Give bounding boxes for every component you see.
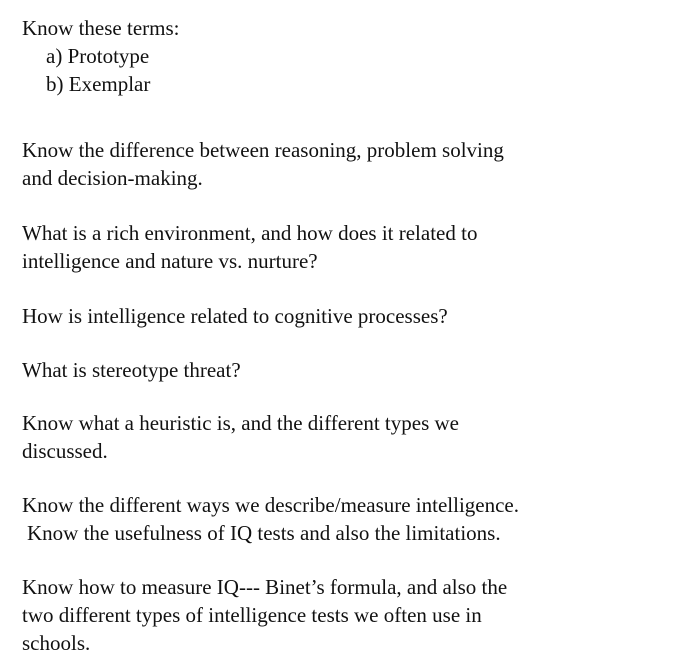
cognitive-processes-paragraph [22, 302, 682, 330]
heuristic-paragraph [22, 409, 682, 465]
stereotype-threat-line: What is stereotype threat? [22, 358, 241, 382]
rich-environment-paragraph [22, 219, 682, 275]
study-guide-document [22, 14, 682, 657]
rich-environment-line-2: intelligence and nature vs. nurture? [22, 249, 318, 273]
rich-environment-line-1: What is a rich environment, and how does it related to [22, 221, 478, 245]
terms-heading: Know these terms: [22, 16, 180, 40]
cognitive-processes-line: How is intelligence related to cognitive processes? [22, 304, 448, 328]
term-prototype: a) Prototype [46, 44, 150, 68]
heuristic-line-2: discussed. [22, 439, 108, 463]
stereotype-threat-paragraph [22, 356, 682, 384]
iq-line-3: schools. [22, 631, 91, 655]
measure-intelligence-line-2: Know the usefulness of IQ tests and also the limitations. [27, 521, 501, 545]
reasoning-line-1: Know the difference between reasoning, problem solving [22, 138, 504, 162]
terms-section [22, 14, 682, 98]
iq-line-1: Know how to measure IQ--- Binet’s formula, and also the [22, 575, 508, 599]
term-exemplar: b) Exemplar [46, 72, 151, 96]
iq-line-2: two different types of intelligence tests we often use in [22, 603, 482, 627]
measure-intelligence-line-1: Know the different ways we describe/measure intelligence. [22, 493, 520, 517]
reasoning-line-2: and decision-making. [22, 166, 203, 190]
measure-intelligence-paragraph [22, 491, 682, 547]
reasoning-paragraph [22, 136, 682, 192]
iq-paragraph [22, 573, 682, 657]
heuristic-line-1: Know what a heuristic is, and the different types we [22, 411, 459, 435]
